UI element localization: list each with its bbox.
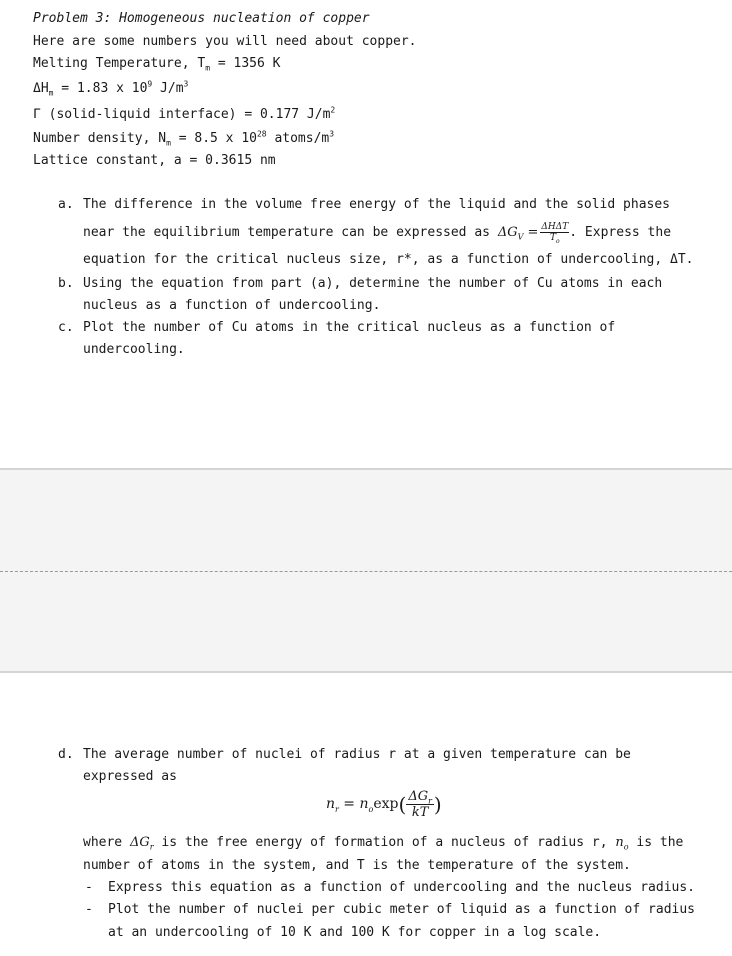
dh-sub: m: [48, 88, 54, 98]
density-unit: atoms/m: [266, 131, 330, 146]
delta-gr-symbol: [130, 835, 154, 850]
dh-value: = 1.83 x 10: [53, 81, 148, 96]
eq-mid-sub: o: [368, 804, 374, 814]
bullet-2-marker: -: [85, 902, 93, 917]
delta-gr-text: ΔG: [129, 835, 150, 850]
close-paren: ): [433, 792, 442, 817]
gamma-exp: 2: [330, 105, 336, 115]
part-a-line3: equation for the critical nucleus size, r*, as a function of undercooling, ΔT.: [83, 252, 694, 267]
eq-mid-text: = n: [338, 796, 369, 812]
n-o-sub: o: [623, 842, 629, 852]
nucleation-equation: [326, 788, 442, 821]
density-sub: m: [166, 138, 171, 148]
part-d-line4: number of atoms in the system, and T is the temperature of the system.: [83, 858, 631, 873]
fraction-den-sub: o: [556, 237, 560, 245]
part-a-line2-text: near the equilibrium temperature can be expressed as: [83, 225, 498, 240]
part-c-letter: c.: [58, 320, 74, 335]
delta-gr-sub: r: [149, 842, 154, 852]
dh-label: ΔH: [33, 81, 49, 96]
eq-frac-denominator: kT: [411, 805, 429, 820]
part-a-line2: [83, 222, 671, 243]
intro-text: Here are some numbers you will need about copper.: [33, 34, 417, 49]
part-d-line3: [83, 834, 683, 852]
gamma-label: Γ (solid-liquid interface) = 0.177 J/m: [33, 107, 331, 122]
open-paren: (: [398, 792, 407, 817]
dh-unit-exp: 3: [183, 79, 189, 89]
part-b-line1: Using the equation from part (a), determine the number of Cu atoms in each: [83, 276, 663, 291]
equation-exp: exp: [373, 796, 399, 812]
part-a-line2-post: . Express the: [569, 225, 672, 240]
melting-sub: m: [205, 63, 211, 73]
part-c-line1: Plot the number of Cu atoms in the critical nucleus as a function of: [83, 320, 616, 335]
part-b-letter: b.: [58, 276, 74, 291]
part-d-line3-pre: where: [83, 835, 130, 850]
eq-frac-numerator: [406, 789, 434, 805]
lattice-constant: Lattice constant, a = 0.3615 nm: [33, 153, 276, 168]
part-a-line1: The difference in the volume free energy of the liquid and the solid phases: [83, 197, 670, 212]
density-exp: 28: [256, 129, 267, 139]
equation-fraction: [406, 789, 434, 820]
melting-value: = 1356 K: [210, 56, 281, 71]
part-d-line1: The average number of nuclei of radius r at a given temperature can be: [83, 747, 631, 762]
eq-frac-num-text: ΔG: [408, 789, 429, 804]
melting-temperature: [33, 55, 280, 73]
part-c-line2: undercooling.: [83, 342, 185, 357]
part-d-bullet2-line1: Plot the number of nuclei per cubic meter of liquid as a function of radius: [108, 902, 695, 917]
part-a-letter: a.: [58, 197, 74, 212]
part-b-line2: nucleus as a function of undercooling.: [83, 298, 381, 313]
density-value: = 8.5 x 10: [170, 131, 257, 146]
dh-exp: 9: [147, 79, 153, 89]
eq-n-sub: r: [335, 804, 339, 814]
part-d-line3-mid: is the free energy of formation of a nucleus of radius r,: [153, 835, 616, 850]
dh-unit: J/m: [152, 81, 184, 96]
part-d-line3-post: is the: [628, 835, 684, 850]
fraction-den-text: T: [550, 233, 557, 243]
interface-energy: [33, 106, 335, 124]
delta-gv-sub: V: [517, 232, 524, 242]
part-d-letter: d.: [58, 747, 74, 762]
n-o-symbol: [615, 835, 628, 850]
part-d-bullet2-line2: at an undercooling of 10 K and 100 K for copper in a log scale.: [108, 925, 602, 940]
eq-frac-num-sub: r: [428, 796, 432, 806]
part-d-line2: expressed as: [83, 769, 177, 784]
fraction-denominator: [540, 233, 569, 243]
number-density: [33, 130, 334, 148]
equals-sign: =: [523, 225, 539, 240]
delta-gv-symbol: [498, 225, 539, 240]
page-break-dashed-line: [0, 571, 732, 572]
equation-lhs: [326, 796, 373, 812]
part-d-bullet1: Express this equation as a function of undercooling and the nucleus radius.: [108, 880, 695, 895]
eq-n-text: n: [326, 796, 336, 812]
enthalpy-of-fusion: [33, 80, 188, 98]
delta-gv-fraction: [540, 222, 569, 243]
delta-gv-text: ΔG: [497, 225, 518, 240]
bullet-1-marker: -: [85, 880, 93, 895]
fraction-numerator: ΔHΔT: [541, 222, 569, 232]
density-label: Number density, N: [33, 131, 167, 146]
melting-label: Melting Temperature, T: [33, 56, 206, 71]
problem-title: Problem 3: Homogeneous nucleation of copper: [33, 11, 370, 26]
density-unit-exp: 3: [329, 129, 335, 139]
n-o-text: n: [615, 835, 624, 850]
